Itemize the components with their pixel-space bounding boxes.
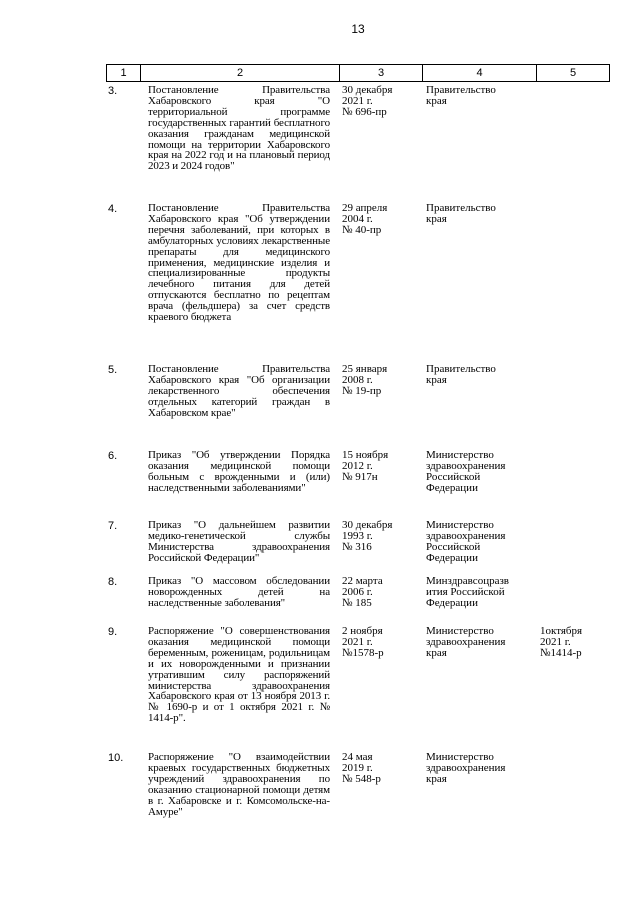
issuing-authority: Министерство здравоохранения края [426,625,506,659]
document-date: 30 декабря 1993 г. № 316 [342,519,393,553]
issuing-authority: Минздравсоцразв ития Российской Федерации [426,575,509,609]
issuing-authority: Министерство здравоохранения Российской Федерации [426,519,506,564]
row-number: 5. [108,364,118,376]
column-header-3: 3 [340,65,423,81]
row-number: 9. [108,626,118,638]
document-title: Постановление Правительства Хабаровского края "Об утверждении перечня заболеваний, при которых в амбулаторных условиях лекарственные препараты для медицинского применения, медицинские изделия и специализированные продукты лечебного питания для детей отпускаются бесплатно по рецептам врача (фельдшера) за счет средств краевого бюджета [148,202,330,324]
row-number: 6. [108,450,118,462]
row-number: 3. [108,85,118,97]
column-header-1: 1 [107,65,141,81]
document-date: 25 января 2008 г. № 19-пр [342,363,388,397]
document-date: 22 марта 2006 г. № 185 [342,575,383,609]
document-date: 24 мая 2019 г. № 548-р [342,751,381,785]
row-number: 10. [108,752,124,764]
column-header-5: 5 [537,65,610,81]
column-header-2: 2 [141,65,340,81]
issuing-authority: Министерство здравоохранения Российской Федерации [426,449,506,494]
document-title: Приказ "О массовом обследовании новорожденных детей на наследственные заболевания" [148,575,330,609]
issuing-authority: Правительство края [426,202,496,225]
document-date: 2 ноября 2021 г. №1578-р [342,625,384,659]
document-title: Приказ "Об утверждении Порядка оказания медицинской помощи больным с врожденными и (или) наследственными заболеваниями" [148,449,330,494]
document-title: Распоряжение "О взаимодействии краевых государственных бюджетных учреждений здравоохранения по оказанию стационарной помощи детям в г. Хабаровске и г. Комсомольске-на-Амуре" [148,751,330,818]
row-number: 8. [108,576,118,588]
row-number: 7. [108,520,118,532]
document-title: Приказ "О дальнейшем развитии медико-генетической службы Министерства здравоохранения Российской Федерации" [148,519,330,564]
document-title: Постановление Правительства Хабаровского края "Об организации лекарственного обеспечения отдельных категорий граждан в Хабаровском крае" [148,363,330,419]
document-date: 30 декабря 2021 г. № 696-пр [342,84,393,118]
column-header-4: 4 [423,65,537,81]
document-title: Распоряжение "О совершенствования оказания медицинской помощи беременным, роженицам, родильницам и их новорожденными и признании утратившим силу распоряжений министерства здравоохранения Хабаровского края от 13 ноября 2013 г. № 1690-р и от 1 октября 2021 г. № 1414-р". [148,625,330,725]
document-date: 29 апреля 2004 г. № 40-пр [342,202,388,236]
page-number: 13 [351,22,365,36]
row-number: 4. [108,203,118,215]
document-title: Постановление Правительства Хабаровского края "О территориальной программе государственных гарантий бесплатного оказания гражданам медицинской помощи на территории Хабаровского края на 2022 год и на плановый период 2023 и 2024 годов" [148,84,330,173]
issuing-authority: Правительство края [426,363,496,386]
reference: 1октября 2021 г. №1414-р [540,625,583,659]
document-date: 15 ноября 2012 г. № 917н [342,449,389,483]
table-header [106,64,610,82]
issuing-authority: Правительство края [426,84,496,107]
issuing-authority: Министерство здравоохранения края [426,751,506,785]
